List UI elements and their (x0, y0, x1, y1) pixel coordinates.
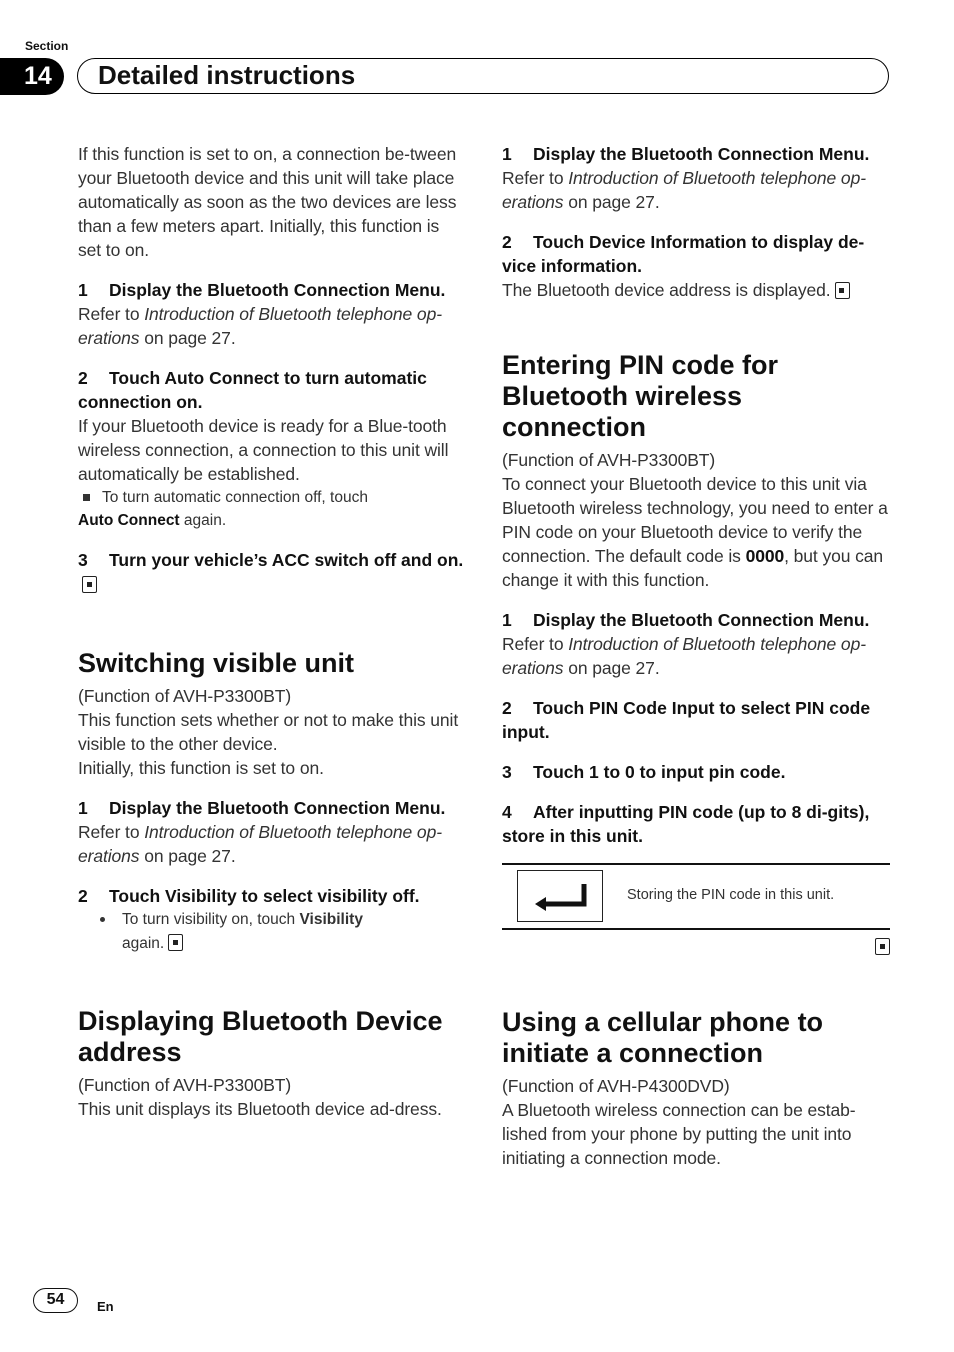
bullet-dot-icon (100, 917, 105, 922)
bullet-note: To turn visibility on, touch Visibility again. (78, 908, 466, 956)
end-mark-icon (168, 934, 183, 951)
refer-text: Refer to Introduction of Bluetooth telephone op-erations on page 27. (78, 822, 442, 866)
step-1: 1 Display the Bluetooth Connection Menu. (502, 144, 870, 164)
step-3: 3 Touch 1 to 0 to input pin code. (502, 762, 786, 782)
step-3: 3 Turn your vehicle’s ACC switch off and on. (78, 548, 466, 596)
section-number-badge: 14 (0, 58, 64, 95)
end-mark-icon (875, 938, 890, 955)
section-initial: Initially, this function is set to on. (78, 758, 324, 778)
note-square-icon (83, 494, 90, 501)
function-note: (Function of AVH-P3300BT) (78, 686, 292, 706)
function-note: (Function of AVH-P4300DVD) (502, 1076, 730, 1096)
enter-return-icon (517, 870, 603, 922)
left-column (78, 142, 466, 1121)
section-text: To connect your Bluetooth device to this unit via Bluetooth wireless technology, you need to enter a PIN code on your Bluetooth device to verify the connection. The default code is 0000, but you can change it with this function. (502, 474, 888, 590)
section-label: Section (25, 39, 69, 53)
note: To turn automatic connection off, touch (78, 486, 466, 509)
section-title-switching-visible-unit: Switching visible unit (78, 648, 355, 678)
refer-text: Refer to Introduction of Bluetooth telephone op-erations on page 27. (502, 168, 866, 212)
language-label: En (97, 1299, 114, 1314)
page-number: 54 (33, 1288, 78, 1313)
note-cont: Auto Connect again. (78, 512, 227, 529)
end-mark-icon (82, 576, 97, 593)
end-mark-icon (835, 282, 850, 299)
refer-text: Refer to Introduction of Bluetooth telephone op-erations on page 27. (78, 304, 442, 348)
step-2-text: The Bluetooth device address is displayed. (502, 278, 890, 302)
page-header-title: Detailed instructions (77, 58, 889, 94)
function-note: (Function of AVH-P3300BT) (78, 1075, 292, 1095)
section-title-using-cellular-phone: Using a cellular phone to initiate a connection (502, 1007, 824, 1068)
step-1: 1 Display the Bluetooth Connection Menu. (502, 610, 870, 630)
step-2: 2 Touch Visibility to select visibility off. (78, 886, 420, 906)
step-2: 2 Touch Auto Connect to turn automatic connection on. (78, 368, 427, 412)
intro-paragraph: If this function is set to on, a connection be-tween your Bluetooth device and this unit will take place automatically as soon as the two devices are less than a few meters apart. Initially, this function is set to on. (78, 144, 457, 260)
function-note: (Function of AVH-P3300BT) (502, 450, 716, 470)
section-title-displaying-bluetooth-device-address: Displaying Bluetooth Device address (78, 1006, 443, 1067)
step-2-text: If your Bluetooth device is ready for a Blue-tooth wireless connection, a connection to this unit will automatically be established. (78, 416, 449, 484)
section-text: This unit displays its Bluetooth device ad-dress. (78, 1099, 442, 1119)
step-4: 4 After inputting PIN code (up to 8 di-gits), store in this unit. (502, 802, 870, 846)
section-text: A Bluetooth wireless connection can be estab-lished from your phone by putting the unit into initiating a connection mode. (502, 1100, 856, 1168)
refer-text: Refer to Introduction of Bluetooth telephone op-erations on page 27. (502, 634, 866, 678)
step-1: 1 Display the Bluetooth Connection Menu. (78, 280, 446, 300)
section-text: This function sets whether or not to make this unit visible to the other device. (78, 710, 459, 754)
section-title-entering-pin-code: Entering PIN code for Bluetooth wireless connection (502, 350, 779, 442)
step-1: 1 Display the Bluetooth Connection Menu. (78, 798, 446, 818)
table-description: Storing the PIN code in this unit. (627, 887, 835, 903)
right-column (502, 142, 890, 1170)
pin-store-table (502, 863, 890, 930)
step-2: 2 Touch Device Information to display de-vice information. (502, 232, 865, 276)
step-2: 2 Touch PIN Code Input to select PIN code input. (502, 698, 871, 742)
